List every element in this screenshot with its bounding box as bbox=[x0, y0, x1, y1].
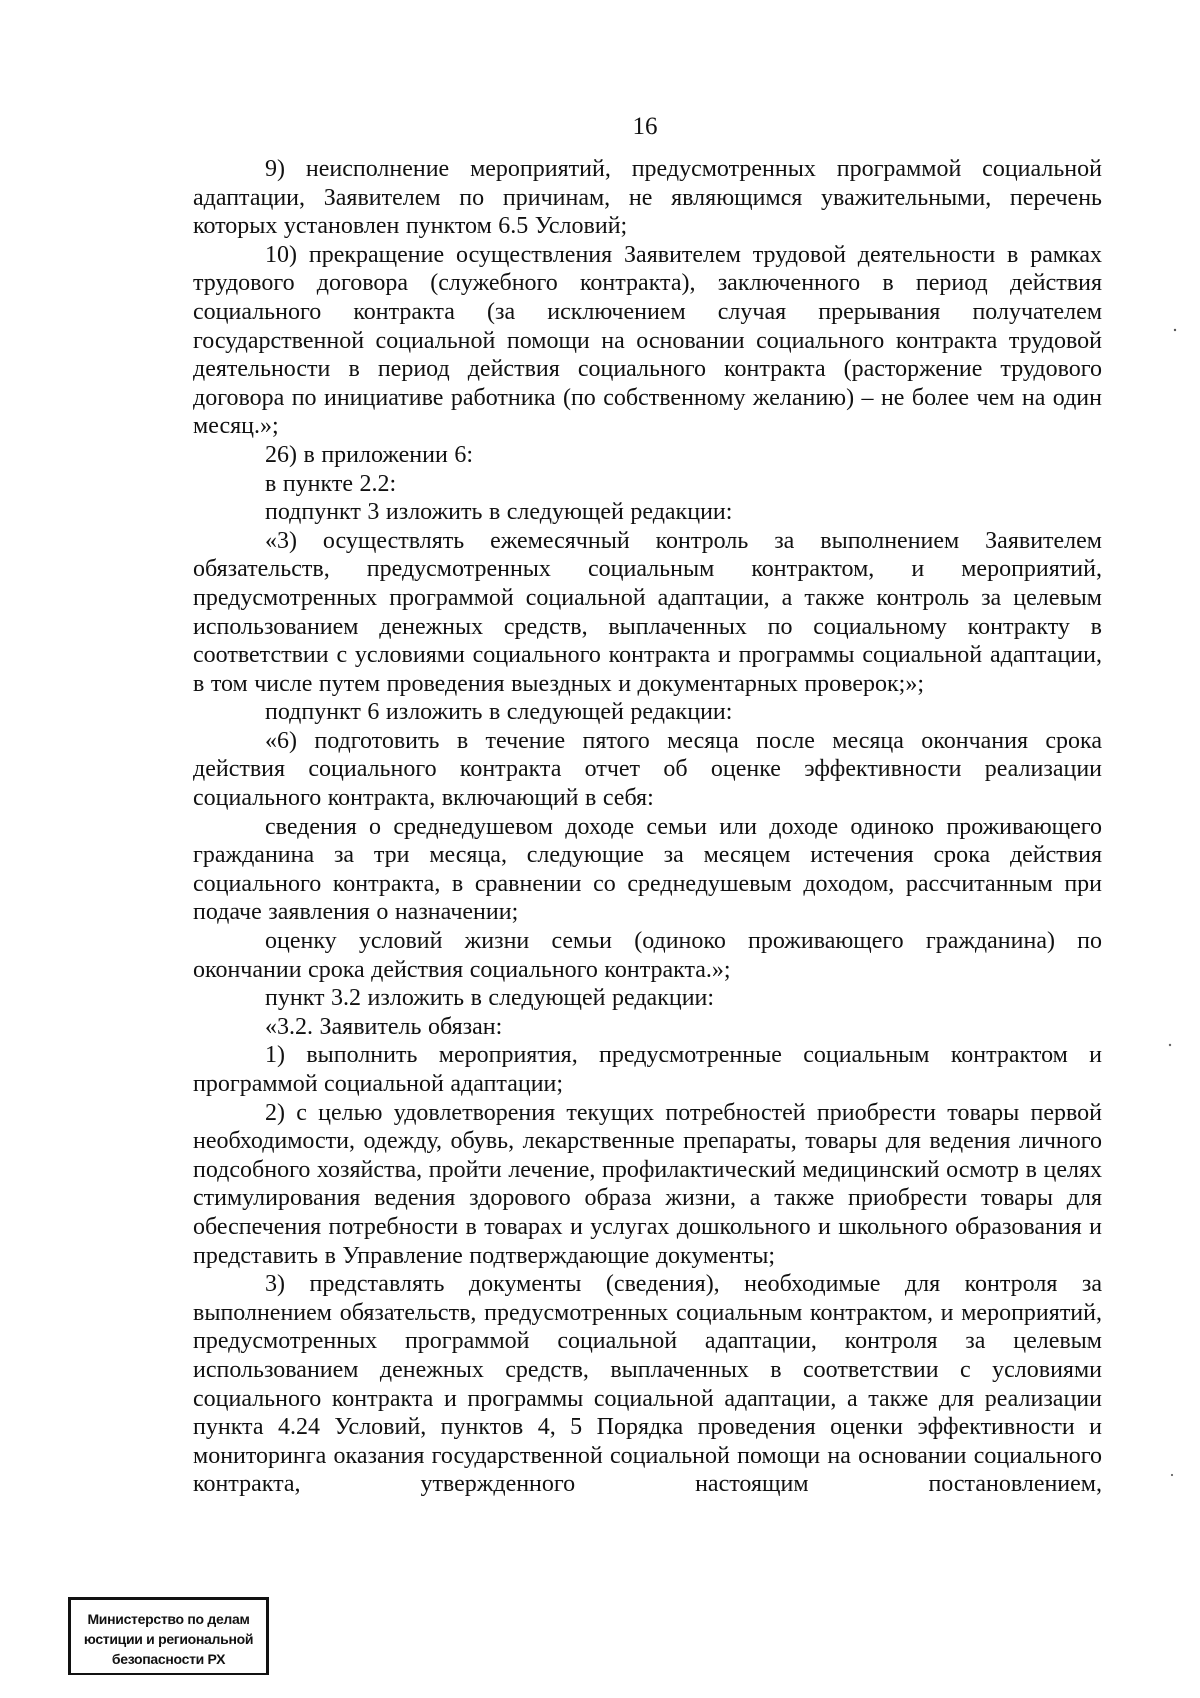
paragraph-subclause-6-text: «6) подготовить в течение пятого месяца после месяца окончания срока действия социального контракта отчет об оценке эффективности реализации социального контракта, включающий в себя: bbox=[193, 727, 1102, 812]
paragraph-amendment-26: 26) в приложении 6: bbox=[265, 441, 474, 468]
paragraph-obligation-1: 1) выполнить мероприятия, предусмотренные социальным контрактом и программой социальной адаптации; bbox=[193, 1042, 1102, 1097]
stamp-line-1: Министерство по делам bbox=[87, 1611, 250, 1627]
paragraph-income-info: сведения о среднедушевом доходе семьи или доходе одиноко проживающего гражданина за три месяца, следующие за месяцем истечения срока действия социального контракта, в сравнении со среднедушевым доходом, рассчитанным при подаче заявления о назначении; bbox=[193, 813, 1102, 926]
paragraph-clause-2-2: в пункте 2.2: bbox=[265, 470, 397, 497]
paragraph-subclause-3-text: «3) осуществлять ежемесячный контроль за выполнением Заявителем обязательств, предусмотренных социальным контрактом, и мероприятий, предусмотренных программой социальной адаптации, а также контроль за целевым использованием денежных средств, выплаченных по социальному контракту в соответствии с условиями социального контракта и программы социальной адаптации, в том числе путем проведения выездных и документарных проверок;»; bbox=[193, 527, 1102, 697]
paragraph-clause-3-2-intro: пункт 3.2 изложить в следующей редакции: bbox=[265, 985, 715, 1012]
paragraph-subclause-6-intro: подпункт 6 изложить в следующей редакции: bbox=[265, 699, 733, 726]
paragraph-living-conditions: оценку условий жизни семьи (одиноко проживающего гражданина) по окончании срока действия социального контракта.»; bbox=[193, 928, 1102, 983]
page-number: 16 bbox=[632, 113, 658, 140]
paragraph-subclause-3-intro: подпункт 3 изложить в следующей редакции: bbox=[265, 499, 733, 526]
stamp-line-2: юстиции и региональной bbox=[83, 1631, 254, 1647]
paragraph-clause-3-2-heading: «3.2. Заявитель обязан: bbox=[265, 1013, 503, 1040]
paragraph-item-10: 10) прекращение осуществления Заявителем трудовой деятельности в рамках трудового договора (служебного контракта), заключенного в период действия социального контракта (за исключением случая прерывания получателем государственной социальной помощи на основании социального контракта трудовой деятельности в период действия социального контракта (расторжение трудового договора по инициативе работника (по собственному желанию) – не более чем на один месяц.»; bbox=[193, 241, 1102, 440]
paragraph-obligation-2: 2) с целью удовлетворения текущих потребностей приобрести товары первой необходимости, одежду, обувь, лекарственные препараты, товары для ведения личного подсобного хозяйства, пройти лечение, профилактический медицинский осмотр в целях стимулирования ведения здорового образа жизни, а также приобрести товары для обеспечения потребности в товарах и услугах дошкольного и школьного образования и представить в Управление подтверждающие документы; bbox=[193, 1099, 1102, 1269]
stamp-line-3: безопасности РХ bbox=[111, 1651, 226, 1667]
paragraph-obligation-3: 3) представлять документы (сведения), необходимые для контроля за выполнением обязательств, предусмотренных социальным контрактом, и мероприятий, предусмотренных программой социальной адаптации, контроля за целевым использованием денежных средств, выплаченных в соответствии с условиями социального контракта и программы социальной адаптации, а также для реализации пункта 4.24 Условий, пунктов 4, 5 Порядка проведения оценки эффективности и мониторинга оказания государственной социальной помощи на основании социального контракта, утвержденного настоящим постановлением, bbox=[193, 1271, 1102, 1498]
paragraph-item-9: 9) неисполнение мероприятий, предусмотренных программой социальной адаптации, Заявителем по причинам, не являющимся уважительными, перечень которых установлен пунктом 6.5 Условий; bbox=[193, 156, 1102, 240]
